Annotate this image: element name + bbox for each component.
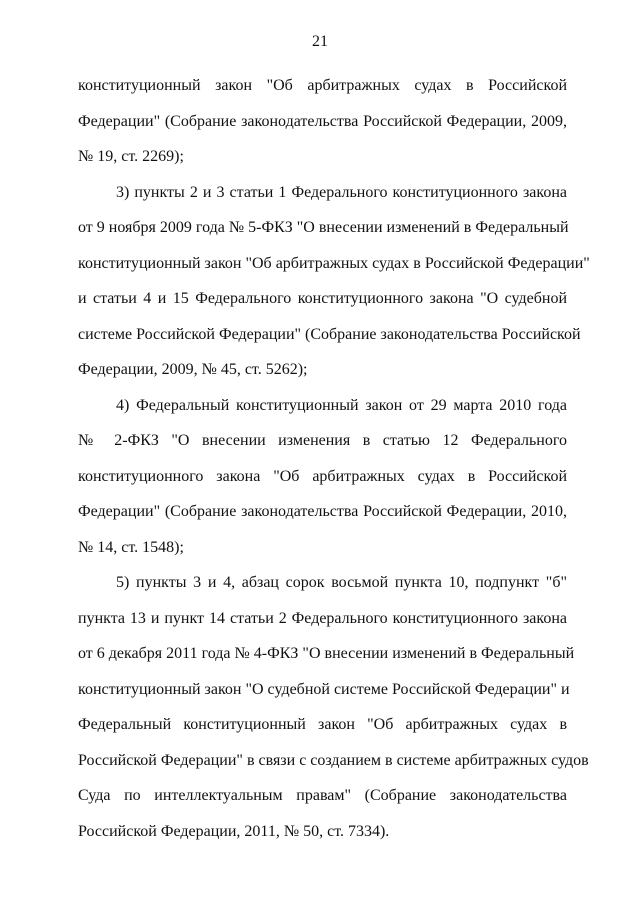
text-line: 4) Федеральный конституционный закон от 29 марта 2010 года bbox=[116, 396, 567, 414]
text-line: конституционный закон "Об арбитражных судах в Российской Федерации" bbox=[78, 254, 590, 272]
text-line: Федеральный конституционный закон "Об арбитражных судах в bbox=[78, 716, 567, 733]
text-line: пункта 13 и пункт 14 статьи 2 Федерального конституционного закона bbox=[78, 609, 567, 627]
text-line: 5) пункты 3 и 4, абзац сорок восьмой пункта 10, подпункт "б" bbox=[116, 574, 567, 591]
text-line: № 19, ст. 2269); bbox=[78, 148, 184, 165]
text-line: Федерации" (Собрание законодательства Российской Федерации, 2009, bbox=[78, 112, 567, 130]
text-line: Федерации, 2009, № 45, ст. 5262); bbox=[78, 361, 308, 378]
text-line: и статьи 4 и 15 Федерального конституционного закона "О судебной bbox=[78, 290, 567, 307]
text-line: Суда по интеллектуальным правам" (Собрание законодательства bbox=[78, 787, 567, 804]
text-line: от 9 ноября 2009 года № 5-ФКЗ "О внесении изменений в Федеральный bbox=[78, 219, 569, 236]
document-body bbox=[78, 68, 590, 849]
paragraph-item-5 bbox=[78, 565, 589, 849]
text-line: № 14, ст. 1548); bbox=[78, 538, 184, 556]
text-line: от 6 декабря 2011 года № 4-ФКЗ "О внесении изменений в Федеральный bbox=[78, 645, 575, 662]
paragraph-continuation bbox=[78, 68, 567, 175]
text-line: конституционный закон "О судебной системе Российской Федерации" и bbox=[78, 680, 570, 698]
text-line: № 2-ФКЗ "О внесении изменения в статью 12 Федерального bbox=[78, 432, 567, 449]
text-line: Федерации" (Собрание законодательства Российской Федерации, 2010, bbox=[78, 503, 567, 520]
page-number: 21 bbox=[312, 33, 328, 50]
text-line: системе Российской Федерации" (Собрание законодательства Российской bbox=[78, 325, 581, 343]
text-line: конституционный закон "Об арбитражных судах в Российской bbox=[78, 77, 567, 94]
text-line: 3) пункты 2 и 3 статьи 1 Федерального конституционного закона bbox=[116, 183, 567, 201]
paragraph-item-3 bbox=[78, 175, 590, 388]
paragraph-item-4 bbox=[78, 388, 567, 566]
text-line: Российской Федерации" в связи с созданием в системе арбитражных судов bbox=[78, 751, 589, 769]
text-line: конституционного закона "Об арбитражных судах в Российской bbox=[78, 467, 567, 485]
text-line: Российской Федерации, 2011, № 50, ст. 7334). bbox=[78, 822, 390, 840]
